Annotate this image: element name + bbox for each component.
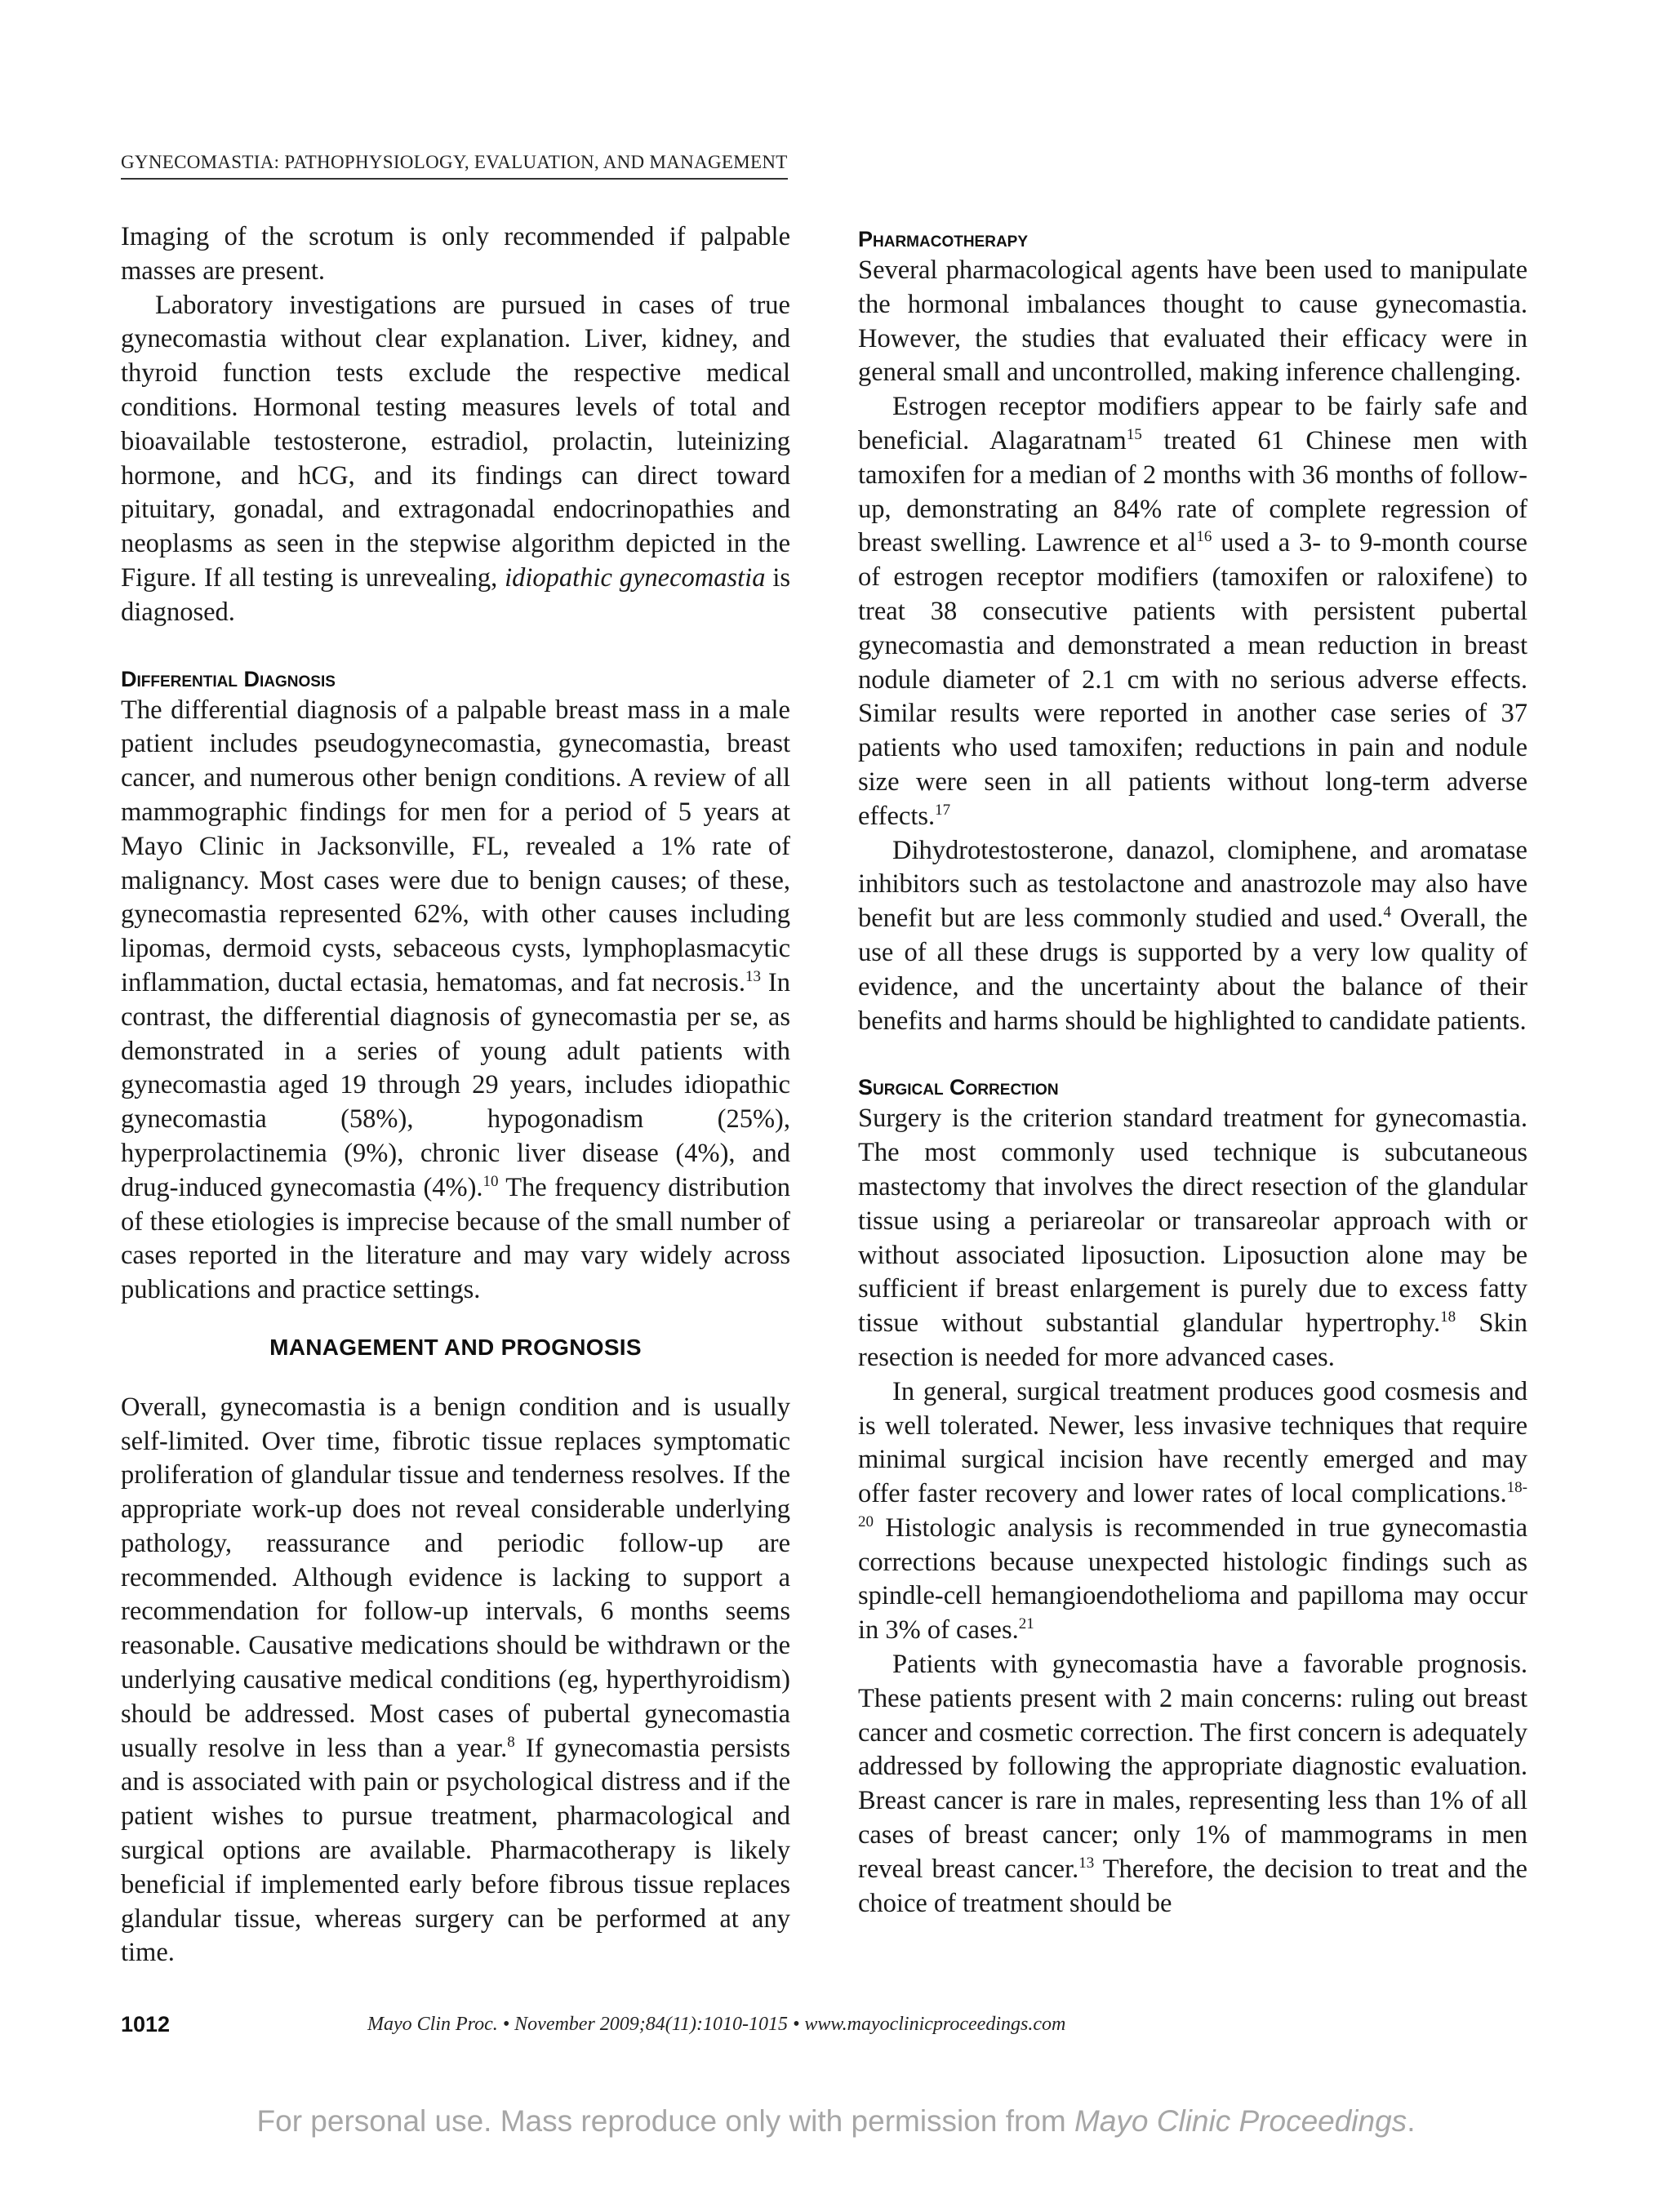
text-run: is diagnosed. <box>121 562 790 627</box>
paragraph <box>121 1391 790 1971</box>
section-heading-management-and-prognosis: MANAGEMENT AND PROGNOSIS <box>269 1334 642 1360</box>
citation-ref: 18-20 <box>858 1479 1527 1531</box>
page-number: 1012 <box>121 2012 171 2037</box>
citation-ref: 10 <box>482 1172 499 1190</box>
section-heading-surgical-correction: Surgical Correction <box>858 1075 1059 1100</box>
citation-ref: 8 <box>507 1733 515 1751</box>
text-run: The differential diagnosis of a palpable breast mass in a male patient includes pseudogynecomastia, gynecomastia, breast cancer, and numerous other benign conditions. A review of all mammographic findings for men for a period of 5 years at Mayo Clinic in Jacksonville, FL, revealed a 1% rate of malignancy. Most cases were due to benign causes; of these, gynecomastia represented 62%, with other causes including lipomas, dermoid cysts, sebaceous cysts, lymphoplasmacytic inflammation, ductal ectasia, hematomas, and fat necrosis. <box>121 695 790 997</box>
text-run: Dihydrotestosterone, danazol, clomiphene, and aromatase inhibitors such as testolactone and anastrozole may also have benefit but are less commonly studied and used. <box>858 835 1527 934</box>
paragraph <box>858 1648 1527 1921</box>
text-run: Overall, the use of all these drugs is supported by a very low quality of evidence, and the uncertainty about the balance of their benefits and harms should be highlighted to candidate patients. <box>858 904 1527 1036</box>
text-run: Patients with gynecomastia have a favorable prognosis. These patients present with 2 main concerns: ruling out breast cancer and cosmetic correction. The first concern is adequately addressed by following the appropriate diagnostic evaluation. Breast cancer is rare in males, representing less than 1% of all cases of breast cancer; only 1% of mammograms in men reveal breast cancer. <box>858 1650 1527 1884</box>
paragraph <box>121 694 790 1308</box>
italic-term: idiopathic gynecomastia <box>505 562 766 593</box>
journal-name: Mayo Clinic Proceedings <box>1074 2104 1407 2138</box>
section-gap <box>858 1038 1527 1073</box>
paragraph: Several pharmacological agents have been used to manipulate the hormonal imbalances thought to cause gynecomastia. However, the studies that evaluated their efficacy were in general small and uncontrolled, making inference challenging. <box>858 255 1527 388</box>
citation-ref: 13 <box>745 968 761 986</box>
text-run: Therefore, the decision to treat and the choice of treatment should be <box>858 1854 1527 1918</box>
usage-watermark <box>0 2104 1672 2139</box>
text-run: In contrast, the differential diagnosis of gynecomastia per se, as demonstrated in a series of young adult patients with gynecomastia aged 19 through 29 years, includes idiopathic gynecomastia (58%), hypogonadism (25%), hyperprolactinemia (9%), chronic liver disease (4%), and drug-induced gynecomastia (4%). <box>121 967 790 1202</box>
paragraph <box>858 834 1527 1039</box>
text-run: Histologic analysis is recommended in true gynecomastia corrections because unexpected histologic findings such as spindle-cell hemangioendothelioma and papilloma may occur in 3% of cases. <box>858 1512 1527 1646</box>
text-run: treated 61 Chinese men with tamoxifen for a median of 2 months with 36 months of follow-up, demonstrating an 84% rate of complete regression of breast swelling. Lawrence et al <box>858 425 1527 558</box>
text-run: . <box>1407 2104 1416 2138</box>
text-run: The frequency distribution of these etiologies is imprecise because of the small number of cases reported in the literature and may vary widely across publications and practice settings. <box>121 1172 790 1305</box>
page-footer <box>121 2012 1525 2045</box>
right-column <box>858 224 1527 1921</box>
journal-citation: Mayo Clin Proc. • November 2009;84(11):1010-1015 • www.mayoclinicproceedings.com <box>367 2014 1066 2035</box>
citation-ref: 18 <box>1440 1308 1456 1326</box>
section-gap <box>121 630 790 664</box>
text-run: Surgery is the criterion standard treatment for gynecomastia. The most commonly used technique is subcutaneous mastectomy that involves the direct resection of the glandular tissue using a periareolar or transareolar approach with or without associated liposuction. Liposuction alone may be sufficient if breast enlargement is purely due to excess fatty tissue without substantial glandular hypertrophy. <box>858 1104 1527 1339</box>
paragraph <box>858 1102 1527 1375</box>
paragraph <box>858 1375 1527 1648</box>
paragraph: Imaging of the scrotum is only recommended if palpable masses are present. <box>121 222 790 286</box>
citation-ref: 16 <box>1196 528 1212 546</box>
citation-ref: 13 <box>1078 1854 1095 1872</box>
citation-ref: 15 <box>1126 426 1142 444</box>
text-run: Estrogen receptor modifiers appear to be fairly safe and beneficial. Alagaratnam <box>858 392 1527 455</box>
paragraph <box>121 289 790 630</box>
text-run: Laboratory investigations are pursued in cases of true gynecomastia without clear explanation. Liver, kidney, and thyroid function tests exclude the respective medical conditions. Hormonal testing measures levels of total and bioavailable testosterone, estradiol, prolactin, luteinizing hormone, and hCG, and its findings can direct toward pituitary, gonadal, and extragonadal endocrinopathies and neoplasms as seen in the stepwise algorithm depicted in the Figure. If all testing is unrevealing, <box>121 290 790 593</box>
section-heading-pharmacotherapy: Pharmacotherapy <box>858 227 1029 251</box>
citation-ref: 17 <box>935 801 951 819</box>
text-run: If gynecomastia persists and is associated with pain or psychological distress and if the patient wishes to pursue treatment, pharmacological and surgical options are available. Pharmacotherapy is likely beneficial if implemented early before fibrous tissue replaces glandular tissue, whereas surgery can be performed at any time. <box>121 1733 790 1968</box>
text-run: used a 3- to 9-month course of estrogen receptor modifiers (tamoxifen or raloxifene) to treat 38 consecutive patients with persistent pubertal gynecomastia and demonstrated a mean reduction in breast nodule diameter of 2.1 cm with no serious adverse effects. Similar results were reported in another case series of 37 patients who used tamoxifen; reductions in pain and nodule size were seen in all patients without long-term adverse effects. <box>858 528 1527 831</box>
left-column <box>121 220 790 1970</box>
text-run: Skin resection is needed for more advanced cases. <box>858 1308 1528 1372</box>
running-head: GYNECOMASTIA: PATHOPHYSIOLOGY, EVALUATION, AND MANAGEMENT <box>121 152 788 180</box>
section-heading-differential-diagnosis: Differential Diagnosis <box>121 666 336 691</box>
text-run: In general, surgical treatment produces good cosmesis and is well tolerated. Newer, less invasive techniques that require minimal surgical incision have recently emerged and may offer faster recovery and lower rates of local complications. <box>858 1376 1527 1509</box>
paragraph <box>858 390 1527 833</box>
citation-ref: 4 <box>1383 904 1392 922</box>
text-run: For personal use. Mass reproduce only with permission from <box>256 2104 1074 2138</box>
text-run: Overall, gynecomastia is a benign condition and is usually self-limited. Over time, fibrotic tissue replaces symptomatic proliferation of glandular tissue and tenderness resolves. If the appropriate work-up does not reveal considerable underlying pathology, reassurance and periodic follow-up are recommended. Although evidence is lacking to support a recommendation for follow-up intervals, 6 months seems reasonable. Causative medications should be withdrawn or the underlying causative medical conditions (eg, hyperthyroidism) should be addressed. Most cases of pubertal gynecomastia usually resolve in less than a year. <box>121 1392 790 1763</box>
citation-ref: 21 <box>1018 1615 1034 1633</box>
